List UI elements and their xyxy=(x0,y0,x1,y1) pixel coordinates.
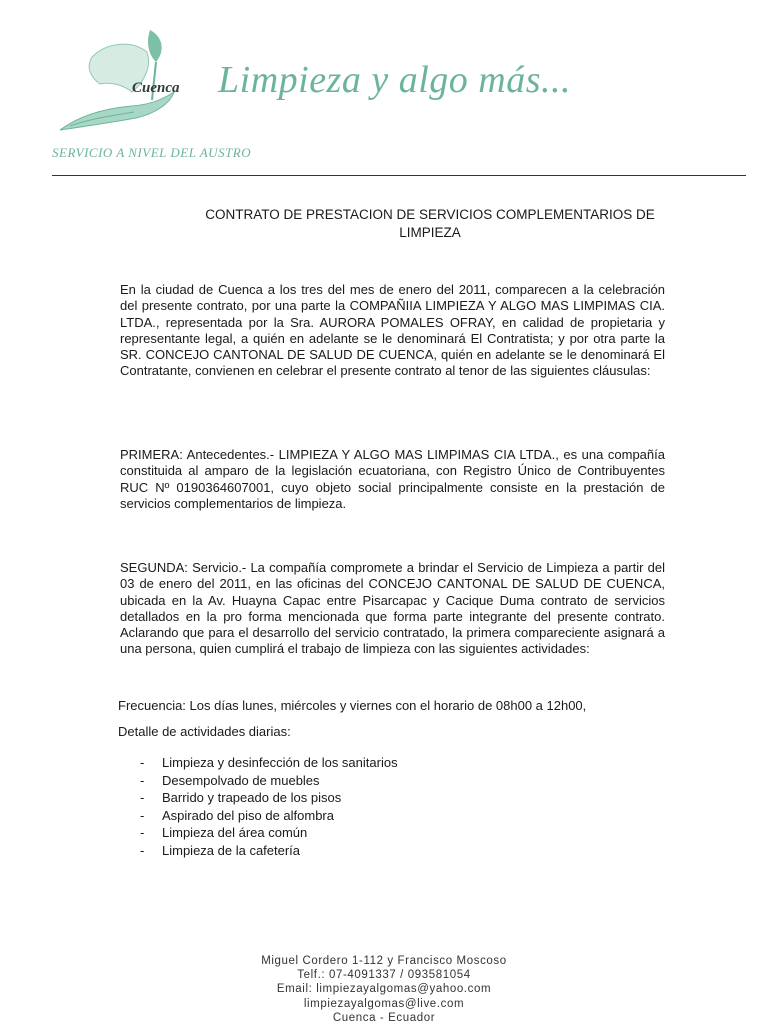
bullet: - xyxy=(140,790,145,806)
footer-email: Email: limpiezayalgomas@yahoo.com xyxy=(276,983,492,996)
bullet: - xyxy=(140,842,145,858)
logo-text: Cuenca xyxy=(132,80,180,96)
bullet: - xyxy=(140,755,145,770)
footer-city: Cuenca - Ecuador xyxy=(332,1011,436,1024)
detalle-label: Detalle de actividades diarias: xyxy=(118,724,291,739)
letterhead xyxy=(0,0,768,185)
frecuencia-line: Frecuencia: Los días lunes, miércoles y viernes con el horario de 08h00 a 12h00, xyxy=(118,698,587,713)
footer-phones: Telf.: 07-4091337 / 093581054 xyxy=(297,969,471,982)
activities-list xyxy=(140,754,398,860)
footer-email-secondary: limpiezayalgomas@live.com xyxy=(303,997,465,1010)
bullet: - xyxy=(140,772,145,788)
list-item xyxy=(140,789,398,807)
bullet: - xyxy=(140,825,145,841)
footer-contact xyxy=(184,954,584,1025)
list-item xyxy=(140,824,398,842)
activity-label: Limpieza y desinfección de los sanitarios xyxy=(162,755,398,770)
contract-title: CONTRATO DE PRESTACION DE SERVICIOS COMPLEMENTARIOS DE LIMPIEZA xyxy=(205,207,655,240)
intro-paragraph: En la ciudad de Cuenca a los tres del mes de enero del 2011, comparecen a la celebración del presente contrato, por una parte la COMPAÑIIA LIMPIEZA Y ALGO MAS LIMPIMAS CIA. LTDA., representada por la Sra. AURORA POMALES OFRAY, en calidad de propietaria y representante legal, a quién en adelante se le denominará El Contratista; y por otra parte la SR. CONCEJO CANTONAL DE SALUD DE CUENCA, quién en adelante se le denominará El Contratante, convienen en celebrar el presente contrato al tenor de las siguientes cláusulas: xyxy=(120,282,665,379)
activity-label: Aspirado del piso de alfombra xyxy=(162,807,334,823)
header-divider xyxy=(52,175,746,176)
company-brand: Limpieza y algo más... xyxy=(218,59,571,101)
list-item xyxy=(140,842,398,860)
activity-label: Limpieza del área común xyxy=(162,825,308,841)
clause-primera: PRIMERA: Antecedentes.- LIMPIEZA Y ALGO MAS LIMPIMAS CIA LTDA., es una compañía constituida al amparo de la legislación ecuatoriana, con Registro Único de Contribuyentes RUC Nº 0190364607001, cuyo objeto social principalmente consiste en la prestación de servicios complementarios de limpieza. xyxy=(120,447,665,511)
bullet: - xyxy=(140,807,145,823)
footer-address: Miguel Cordero 1-112 y Francisco Moscoso xyxy=(261,955,507,967)
activity-label: Desempolvado de muebles xyxy=(162,772,320,788)
company-tagline: SERVICIO A NIVEL DEL AUSTRO xyxy=(52,145,252,160)
activity-label: Barrido y trapeado de los pisos xyxy=(162,790,342,806)
clause-segunda: SEGUNDA: Servicio.- La compañía compromete a brindar el Servicio de Limpieza a partir del 03 de enero del 2011, en las oficinas del CONCEJO CANTONAL DE SALUD DE CUENCA, ubicada en la Av. Huayna Capac entre Pisarcapac y Cacique Duma contrato de servicios detallados en la pro forma mencionada que forma parte integrante del presente contrato. Aclarando que para el desarrollo del servicio contratado, la primera compareciente asignará a una persona, quien cumplirá el trabajo de limpieza con las siguientes actividades: xyxy=(120,560,665,657)
list-item xyxy=(140,772,398,790)
logo xyxy=(52,22,192,137)
list-item xyxy=(140,807,398,825)
activity-label: Limpieza de la cafetería xyxy=(162,842,301,858)
list-item xyxy=(140,754,398,772)
